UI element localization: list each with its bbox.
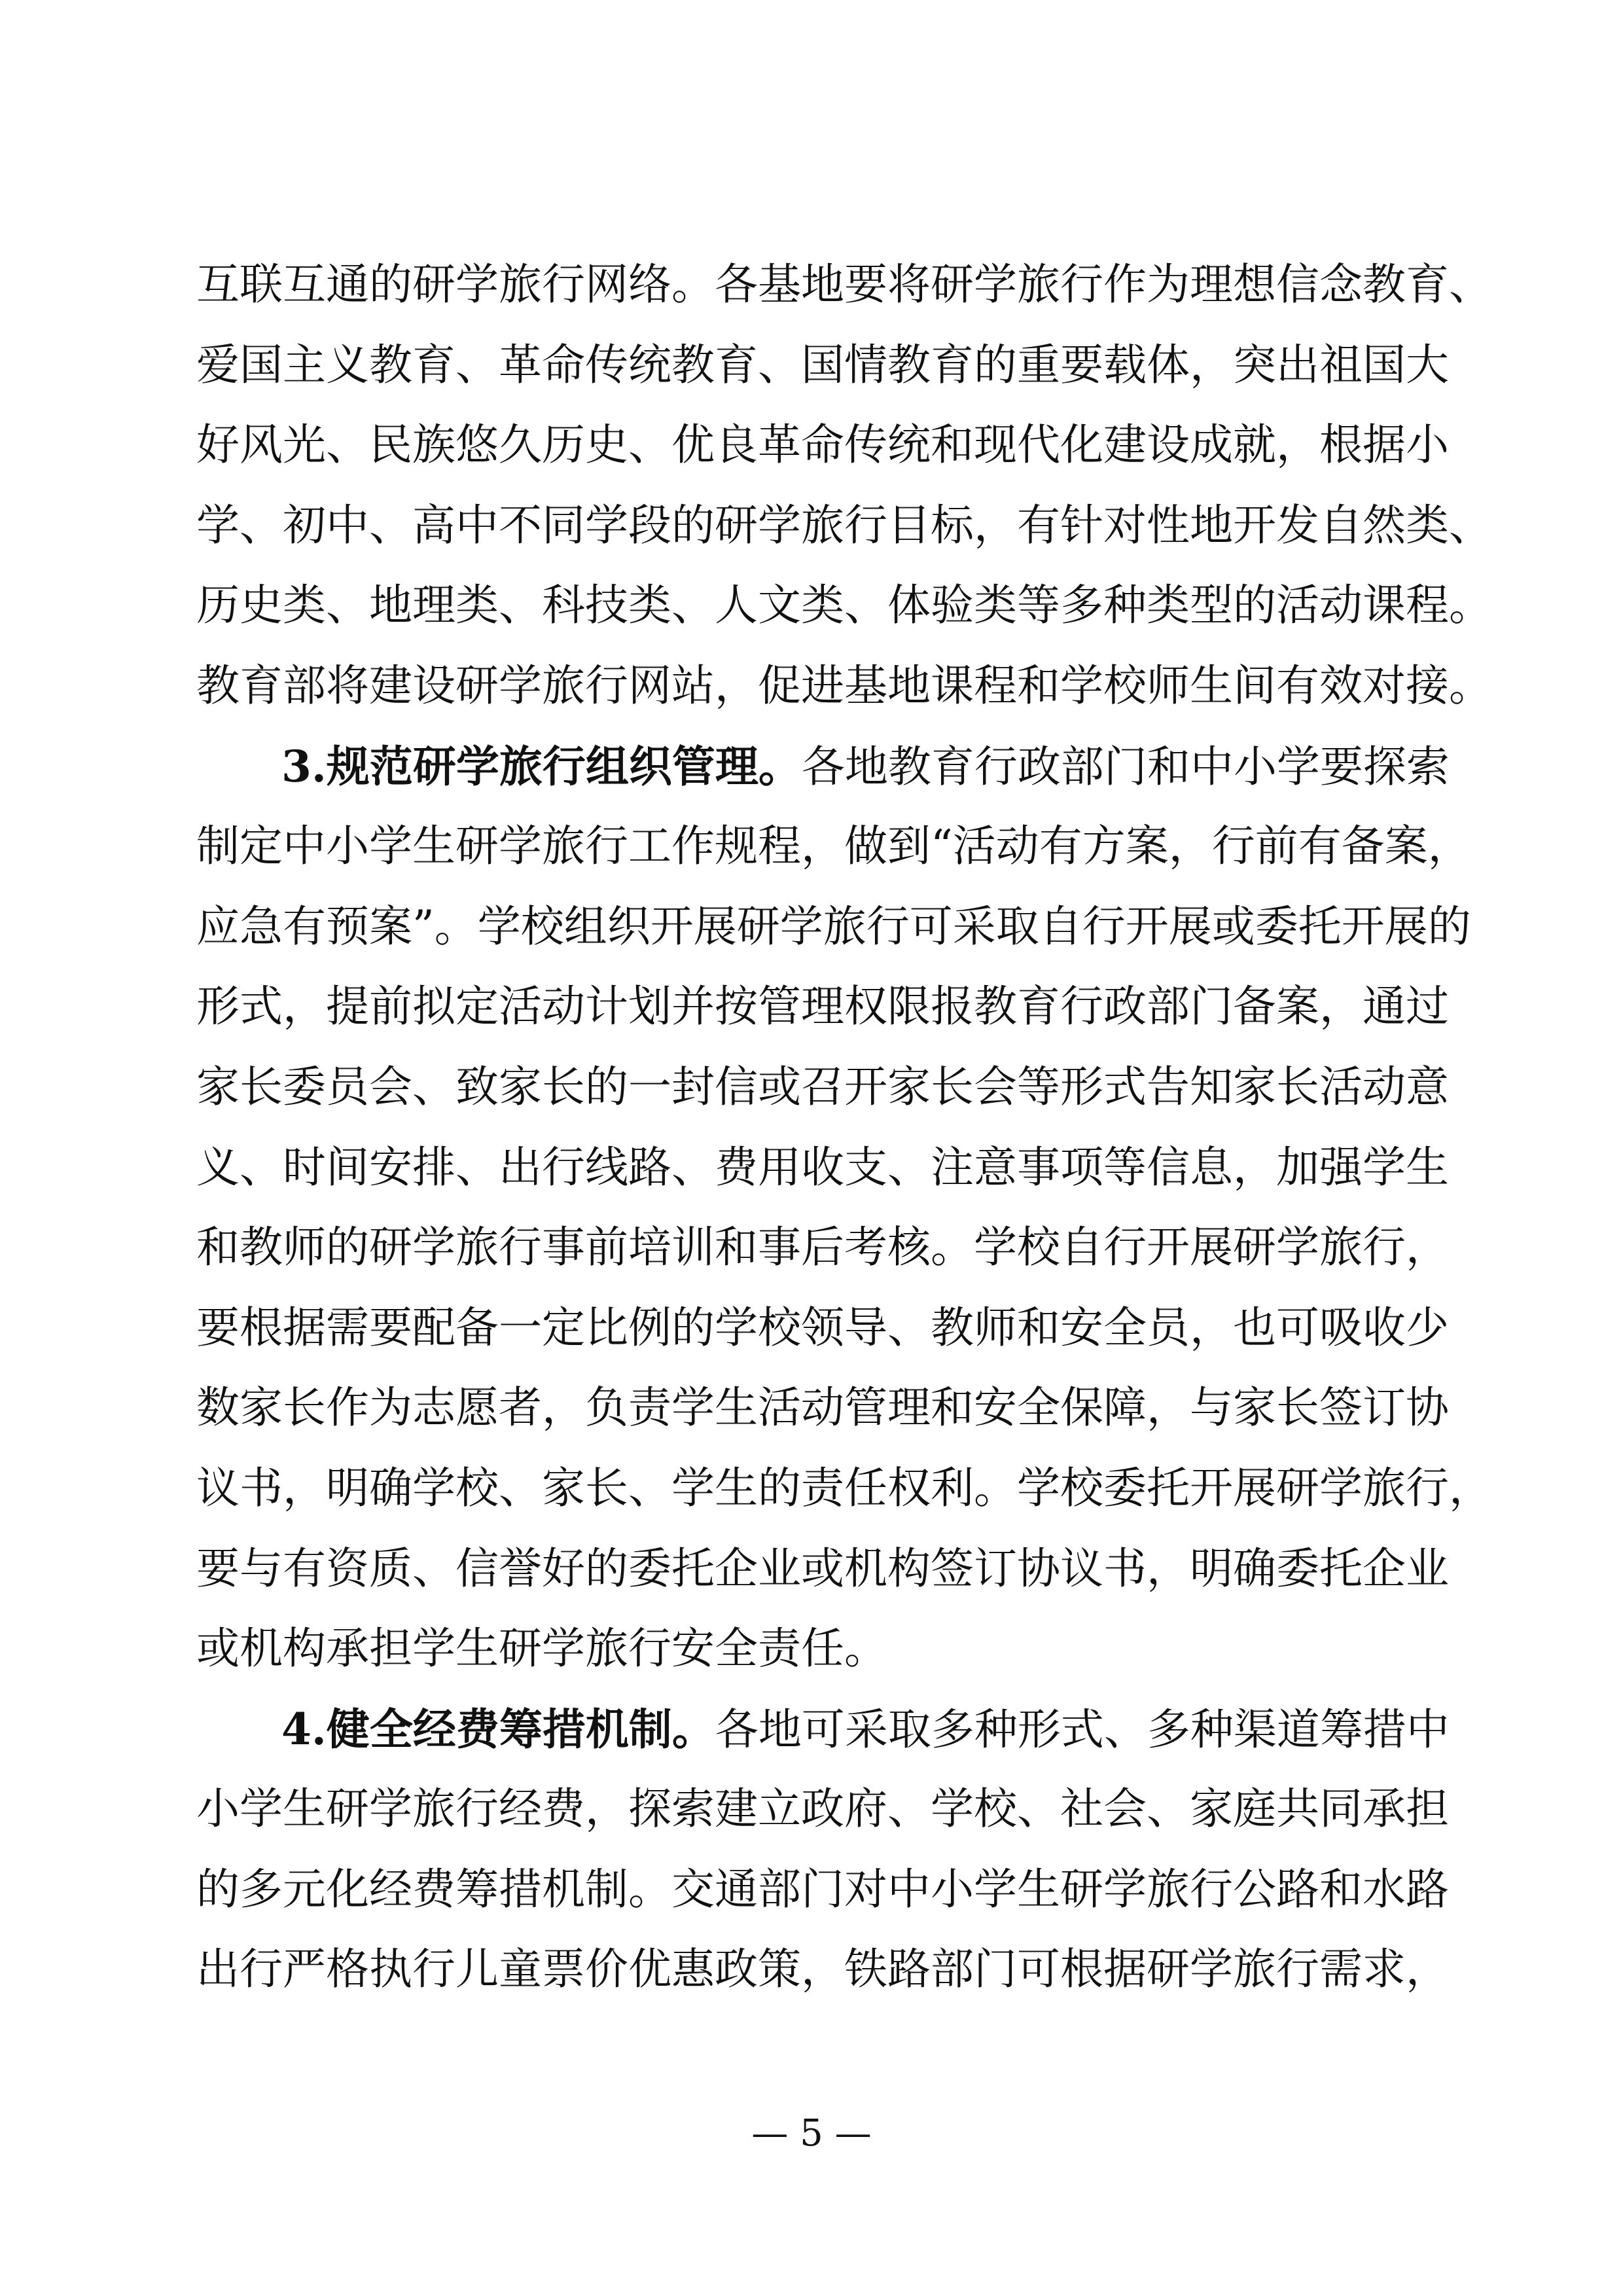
text-line: 数家长作为志愿者，负责学生活动管理和安全保障，与家长签订协 xyxy=(196,1382,1449,1433)
paragraph-2 xyxy=(196,726,1492,1689)
section-heading: 3.规范研学旅行组织管理。 xyxy=(281,740,802,792)
text-line: 的多元化经费筹措机制。交通部门对中小学生研学旅行公路和水路 xyxy=(196,1863,1449,1914)
text-line: 要与有资质、信誉好的委托企业或机构签订协议书，明确委托企业 xyxy=(196,1543,1449,1594)
text-line xyxy=(196,726,1450,807)
page-number: — 5 — xyxy=(751,2112,872,2155)
section-heading: 4.健全经费筹措机制。 xyxy=(281,1703,715,1755)
text-line: 或机构承担学生研学旅行安全责任。 xyxy=(196,1623,887,1674)
text-line: 出行严格执行儿童票价优惠政策，铁路部门可根据研学旅行需求， xyxy=(196,1944,1449,1995)
text-line xyxy=(196,1689,1450,1770)
text-line: 议书，明确学校、家长、学生的责任权利。学校委托开展研学旅行， xyxy=(196,1462,1492,1513)
text-line: 爱国主义教育、革命传统教育、国情教育的重要载体，突出祖国大 xyxy=(196,339,1449,390)
text-line: 小学生研学旅行经费，探索建立政府、学校、社会、家庭共同承担 xyxy=(196,1784,1449,1835)
text-line: 制定中小学生研学旅行工作规程，做到“活动有方案，行前有备案， xyxy=(196,821,1471,872)
document-body xyxy=(196,245,1492,2010)
text-line: 要根据需要配备一定比例的学校领导、教师和安全员，也可吸收少 xyxy=(196,1302,1449,1353)
text-line: 历史类、地理类、科技类、人文类、体验类等多种类型的活动课程。 xyxy=(196,580,1492,631)
text-line: 形式，提前拟定活动计划并按管理权限报教育行政部门备案，通过 xyxy=(196,981,1449,1032)
text-run: 各地教育行政部门和中小学要探索 xyxy=(801,741,1450,792)
text-line: 教育部将建设研学旅行网站，促进基地课程和学校师生间有效对接。 xyxy=(196,660,1492,711)
paragraph-3 xyxy=(196,1689,1450,2010)
text-line: 互联互通的研学旅行网络。各基地要将研学旅行作为理想信念教育、 xyxy=(196,259,1492,310)
text-line: 应急有预案”。学校组织开展研学旅行可采取自行开展或委托开展的 xyxy=(196,901,1471,952)
text-run: 各地可采取多种形式、多种渠道筹措中 xyxy=(715,1704,1450,1755)
text-line: 好风光、民族悠久历史、优良革命传统和现代化建设成就，根据小 xyxy=(196,420,1449,471)
text-line: 学、初中、高中不同学段的研学旅行目标，有针对性地开发自然类、 xyxy=(196,499,1492,550)
text-line: 义、时间安排、出行线路、费用收支、注意事项等信息，加强学生 xyxy=(196,1141,1449,1193)
paragraph-1 xyxy=(196,245,1492,726)
text-line: 家长委员会、致家长的一封信或召开家长会等形式告知家长活动意 xyxy=(196,1061,1449,1112)
text-line: 和教师的研学旅行事前培训和事后考核。学校自行开展研学旅行， xyxy=(196,1222,1449,1273)
